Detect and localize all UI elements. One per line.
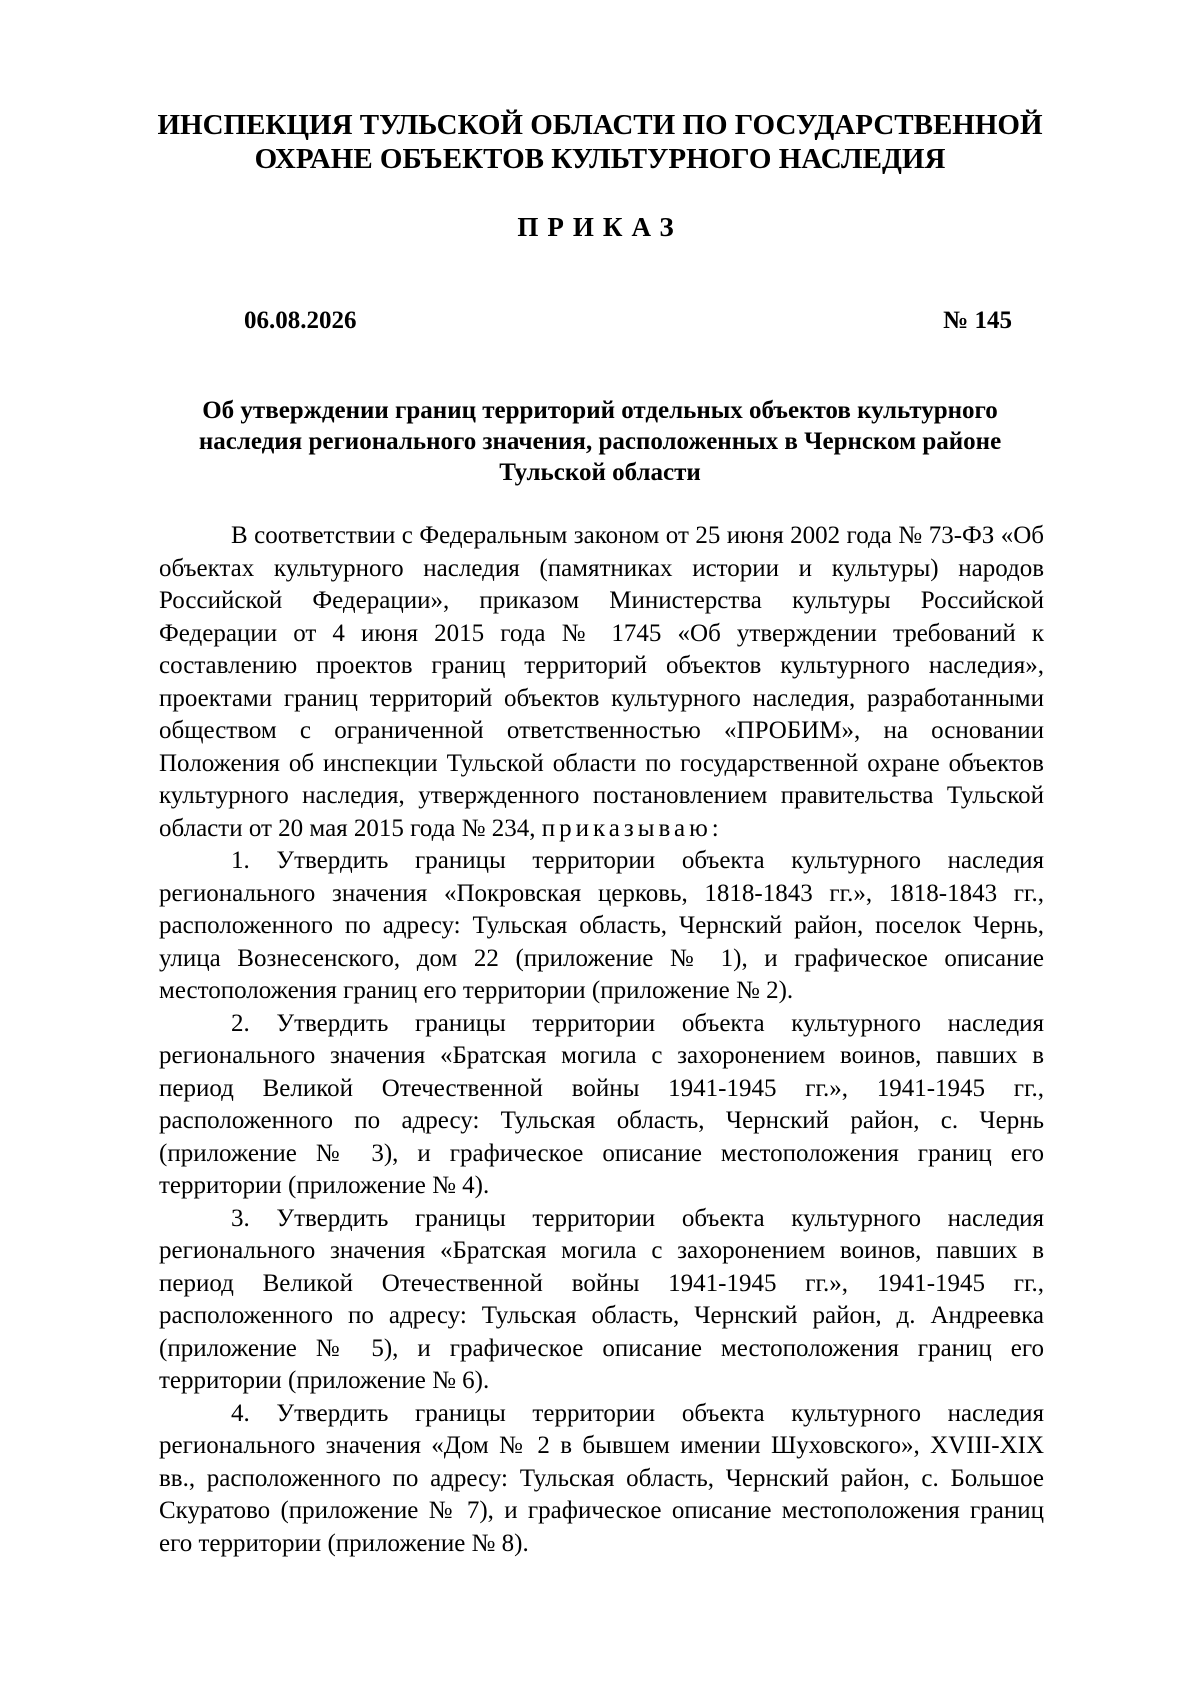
order-item-2: 2. Утвердить границы территории объекта культурного наследия регионального значения «Братская могила с захоронением воинов, павших в период Великой Отечественной войны 1941-1945 гг.», 1941-1945 гг., расположенного по адресу: Тульская область, Чернский район, с. Чернь (приложение № 3), и графическое описание местоположения границ его территории (приложение № 4). (159, 1009, 1044, 1199)
document-type: ПРИКАЗ (517, 212, 683, 242)
order-subject: Об утверждении границ территорий отдельных объектов культурного наследия регионального значения, расположенных в Чернском районе Тульской области (198, 397, 1002, 486)
order-body (159, 520, 1044, 1560)
order-item-3: 3. Утвердить границы территории объекта культурного наследия регионального значения «Братская могила с захоронением воинов, павших в период Великой Отечественной войны 1941-1945 гг.», 1941-1945 гг., расположенного по адресу: Тульская область, Чернский район, д. Андреевка (приложение № 5), и графическое описание местоположения границ его территории (приложение № 6). (159, 1204, 1044, 1394)
order-date: 06.08.2026 (244, 307, 357, 334)
order-verb: приказываю: (541, 814, 723, 842)
order-item-1: 1. Утвердить границы территории объекта культурного наследия регионального значения «Покровская церковь, 1818-1843 гг.», 1818-1843 гг., расположенного по адресу: Тульская область, Чернский район, поселок Чернь, улица Вознесенского, дом 22 (приложение № 1), и графическое описание местоположения границ его территории (приложение № 2). (159, 847, 1044, 1004)
order-item-4: 4. Утвердить границы территории объекта культурного наследия регионального значения «Дом № 2 в бывшем имении Шуховского», XVIII-XIX вв., расположенного по адресу: Тульская область, Чернский район, с. Большое Скуратово (приложение № 7), и графическое описание местоположения границ его территории (приложение № 8). (159, 1399, 1044, 1557)
preamble-text: В соответствии с Федеральным законом от 25 июня 2002 года № 73-ФЗ «Об объектах культурного наследия (памятниках истории и культуры) народов Российской Федерации», приказом Министерства культуры Российской Федерации от 4 июня 2015 года № 1745 «Об утверждении требований к составлению проектов границ территорий объектов культурного наследия», проектами границ территорий объектов культурного наследия, разработанными обществом с ограниченной ответственностью «ПРОБИМ», на основании Положения об инспекции Тульской области по государственной охране объектов культурного наследия, утвержденного постановлением правительства Тульской области от 20 мая 2015 года № 234, (159, 522, 1044, 842)
order-number: № 145 (943, 307, 1012, 334)
organization-name: ИНСПЕКЦИЯ ТУЛЬСКОЙ ОБЛАСТИ ПО ГОСУДАРСТВЕННОЙ ОХРАНЕ ОБЪЕКТОВ КУЛЬТУРНОГО НАСЛЕДИЯ (157, 109, 1043, 175)
preamble-paragraph (159, 520, 1044, 845)
